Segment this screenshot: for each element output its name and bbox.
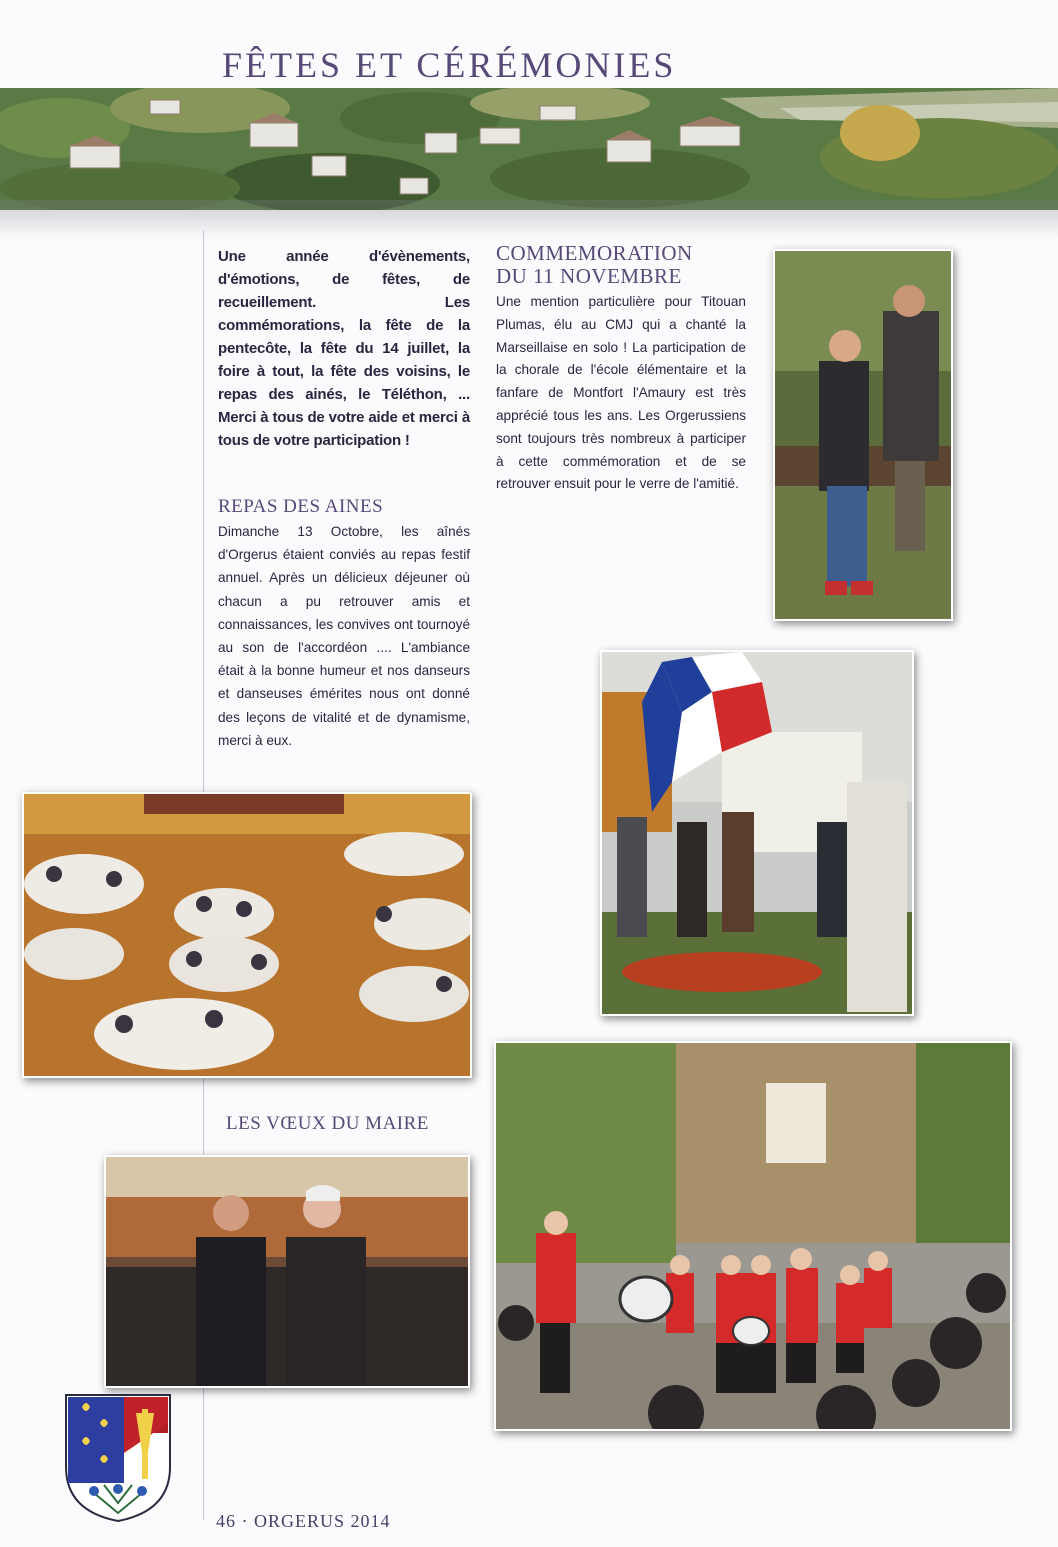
banner-shadow: [0, 200, 1058, 240]
page-title: FÊTES ET CÉRÉMONIES: [222, 45, 677, 85]
photo-war-memorial: [600, 650, 914, 1016]
photo-seniors-banquet: [22, 792, 472, 1078]
photo-fanfare-band: [494, 1041, 1012, 1431]
aerial-village-banner: [0, 88, 1058, 210]
intro-paragraph: Une année d'évènements, d'émotions, de fêtes, de recueillement. Les commémorations, la fête de la pentecôte, la fête du 14 juillet, la foire à tout, la fête des voisins, le repas des ainés, le Téléthon, ... Merci à tous de votre aide et merci à tous de votre participation !: [218, 248, 470, 449]
photo-boy-singing: [773, 249, 953, 621]
commemoration-paragraph: Une mention particulière pour Titouan Plumas, élu au CMJ qui a chanté la Marseillaise en solo ! La participation de la chorale de l'école élémentaire et la fanfare de Montfort l'Amaury est très apprécié tous les ans. Les Orgerussiens sont toujours très nombreux à participer à cette commémoration et de se retrouver ensuit pour le verre de l'amitié.: [496, 294, 746, 492]
section-title-voeux: LES VŒUX DU MAIRE: [226, 1113, 429, 1134]
repas-paragraph: Dimanche 13 Octobre, les aînés d'Orgerus étaient conviés au repas festif annuel. Après un délicieux déjeuner où chacun a pu retrouver amis et connaissances, les convives ont tournoyé au son de l'accordéon .... L'ambiance était à la bonne humeur et nos danseurs et danseuses émérites nous ont donné des leçons de vitalité et de dynamisme, merci à eux.: [218, 524, 470, 748]
coat-of-arms-logo: [64, 1393, 172, 1523]
commemoration-title-line2: DU 11 NOVEMBRE: [496, 264, 682, 288]
section-title-repas: REPAS DES AINES: [218, 496, 384, 517]
page-footer: 46 · ORGERUS 2014: [216, 1511, 391, 1531]
section-title-commemoration: [496, 242, 756, 288]
photo-mayor-greetings: [104, 1155, 470, 1388]
commemoration-title-line1: COMMEMORATION: [496, 241, 693, 265]
